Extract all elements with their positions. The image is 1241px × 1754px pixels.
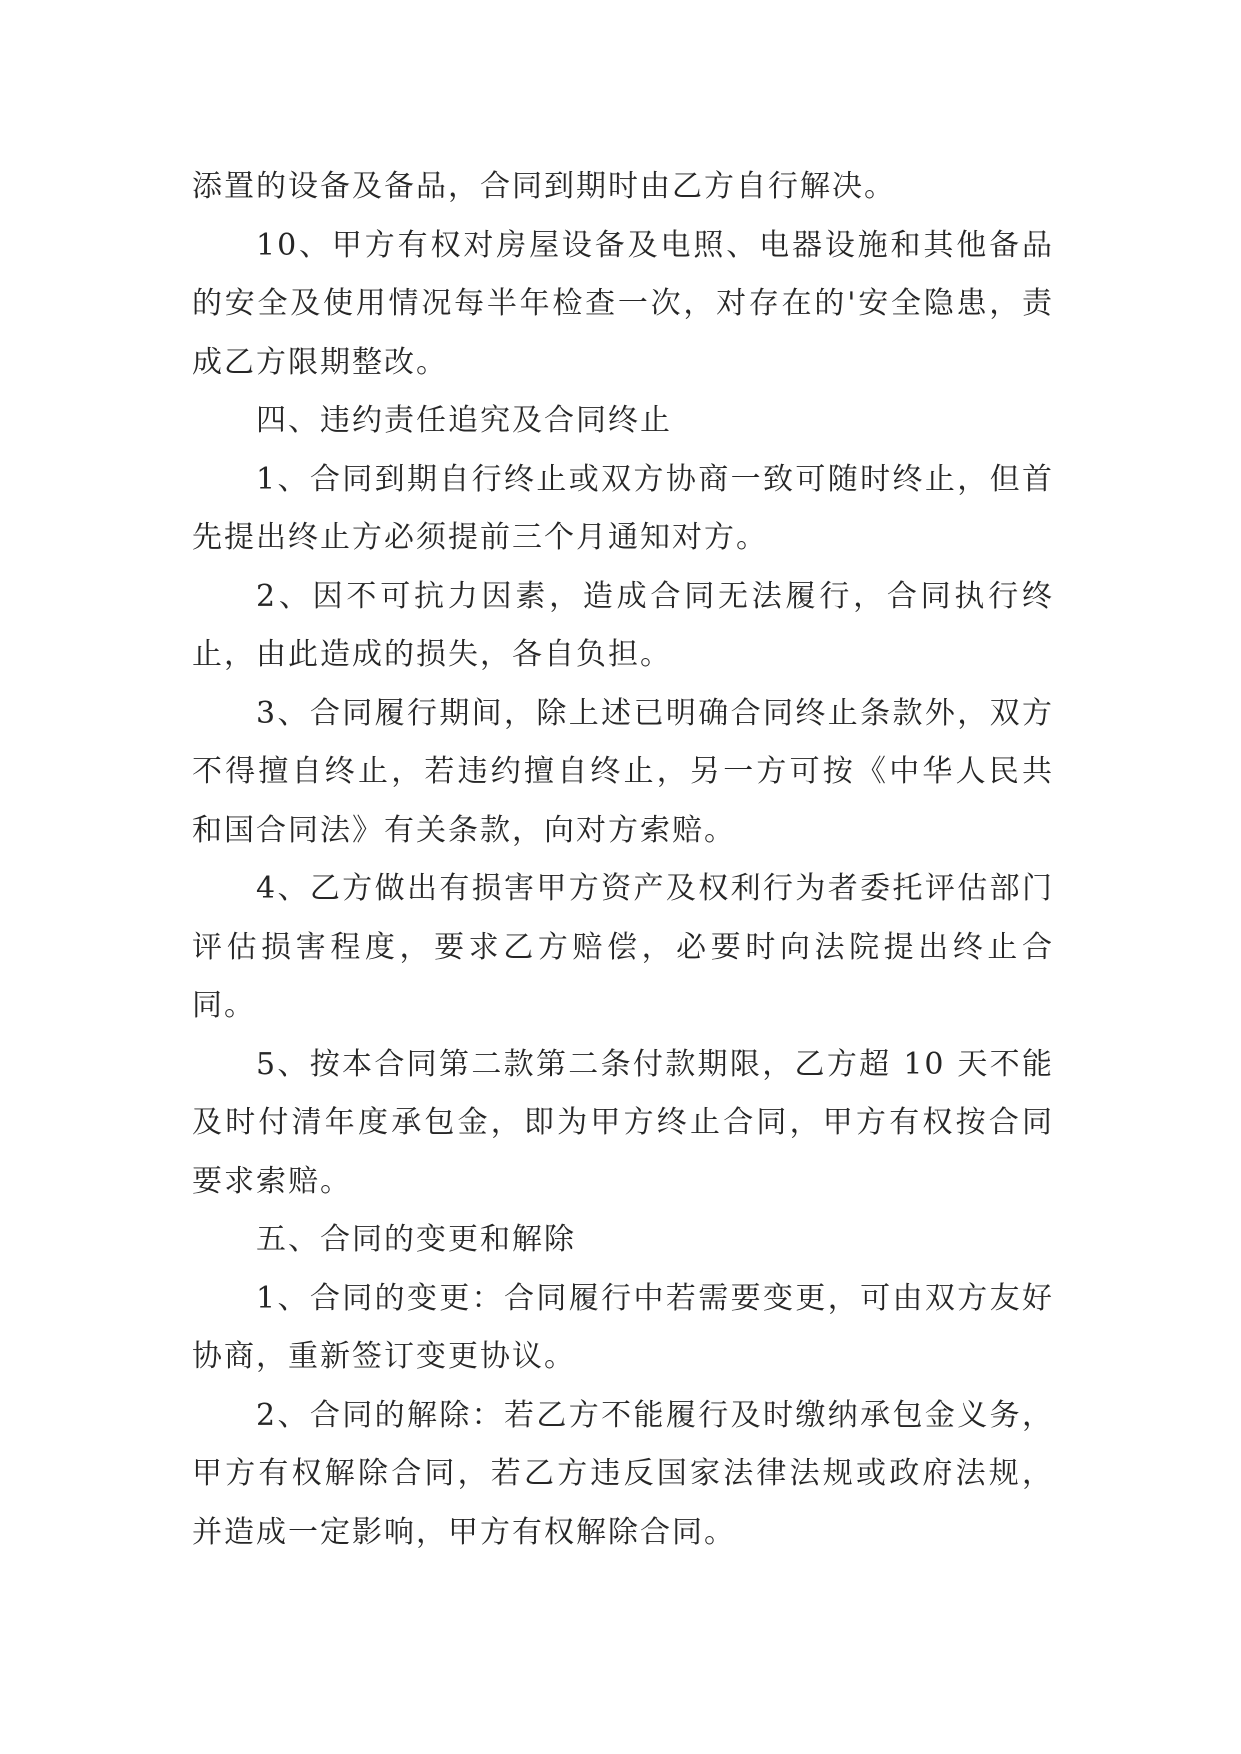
paragraph: 2、合同的解除：若乙方不能履行及时缴纳承包金义务，甲方有权解除合同，若乙方违反国家法律法规或政府法规，并造成一定影响，甲方有权解除合同。 (192, 1397, 1054, 1550)
paragraph: 4、乙方做出有损害甲方资产及权利行为者委托评估部门评估损害程度，要求乙方赔偿，必要时向法院提出终止合同。 (192, 871, 1054, 1023)
paragraph: 1、合同的变更：合同履行中若需要变更，可由双方友好协商，重新签订变更协议。 (192, 1280, 1054, 1374)
paragraph: 3、合同履行期间，除上述已明确合同终止条款外，双方不得擅自终止，若违约擅自终止，另一方可按《中华人民共和国合同法》有关条款，向对方索赔。 (192, 695, 1054, 848)
paragraph: 1、合同到期自行终止或双方协商一致可随时终止，但首先提出终止方必须提前三个月通知对方。 (192, 461, 1054, 555)
paragraph: 5、按本合同第二款第二条付款期限，乙方超 10 天不能及时付清年度承包金，即为甲方终止合同，甲方有权按合同要求索赔。 (192, 1046, 1054, 1199)
document-body (192, 158, 1054, 1562)
section-heading: 四、违约责任追究及合同终止 (256, 403, 672, 438)
section-heading: 五、合同的变更和解除 (256, 1222, 576, 1257)
paragraph: 添置的设备及备品，合同到期时由乙方自行解决。 (192, 169, 896, 204)
paragraph: 2、因不可抗力因素，造成合同无法履行，合同执行终止，由此造成的损失，各自负担。 (192, 578, 1054, 672)
paragraph: 10、甲方有权对房屋设备及电照、电器设施和其他备品的安全及使用情况每半年检查一次，对存在的'安全隐患，责成乙方限期整改。 (192, 227, 1054, 380)
